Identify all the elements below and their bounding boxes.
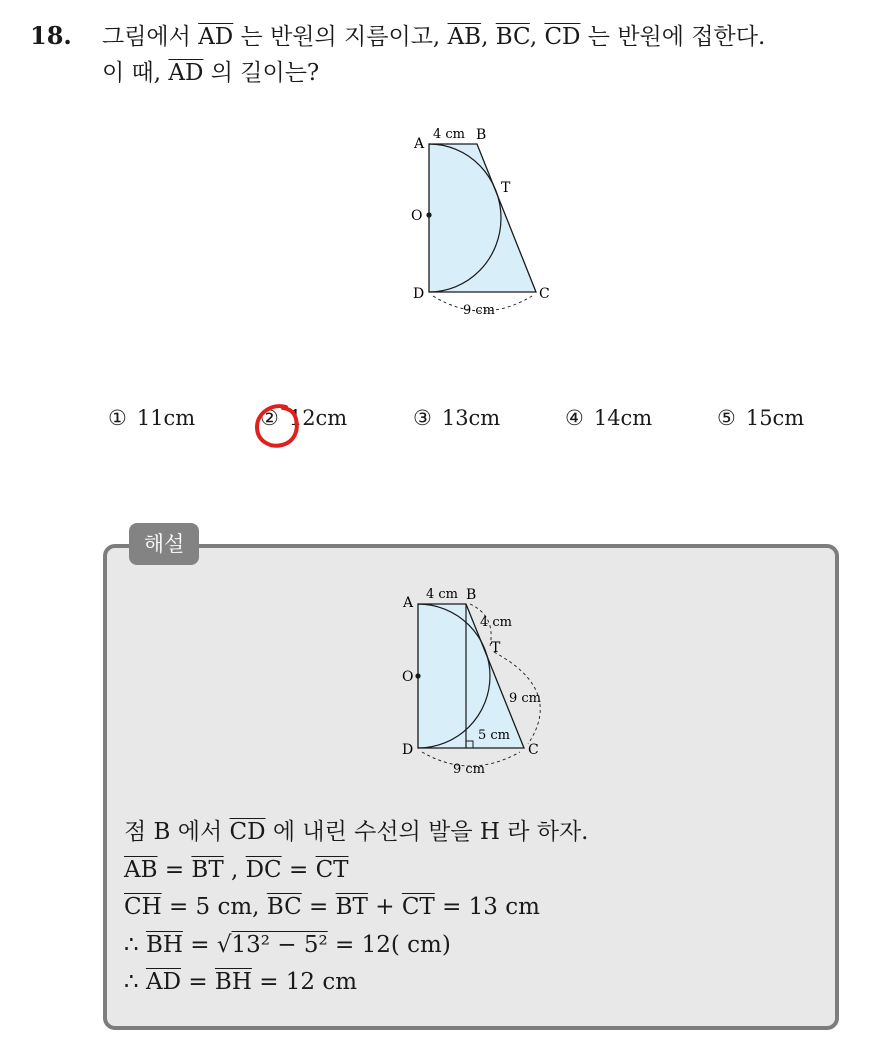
question-text: 이 때, (102, 60, 169, 86)
answer-choices (108, 406, 848, 446)
choice-text: 15cm (745, 406, 805, 430)
eq-part: $\overline{DC}$ (245, 856, 282, 883)
eq-part: = (182, 931, 217, 958)
segment-ab: $\overline{AB}$ (447, 24, 482, 50)
eq-part: = (157, 856, 192, 883)
label-t: T (501, 180, 511, 196)
eq-part: , (223, 856, 246, 883)
therefore-symbol: ∴ (124, 931, 146, 958)
comma: , (529, 24, 545, 50)
choice-text: 13cm (441, 406, 501, 430)
sqrt-radicand: 13² − 5² (231, 931, 328, 958)
question (30, 18, 870, 91)
eq-part: = (181, 969, 215, 995)
question-text: 는 반원의 지름이고, (233, 24, 448, 50)
choice-4[interactable] (565, 406, 652, 430)
choice-number: ① (108, 406, 127, 430)
eq-part: = (301, 894, 336, 920)
eq-part: $\overline{BC}$ (266, 894, 302, 920)
eq-part: $\overline{CT}$ (315, 856, 349, 883)
question-line-1 (30, 18, 870, 55)
label-o: O (402, 669, 414, 685)
length-dc: 9 cm (463, 303, 496, 318)
solution-line-5 (124, 964, 589, 1002)
choice-number: ③ (413, 406, 432, 430)
answer-circle-mark (252, 401, 302, 451)
label-b: B (476, 127, 487, 143)
label-a: A (414, 136, 425, 152)
comma: , (481, 24, 496, 50)
eq-part: $\overline{CH}$ (124, 894, 162, 920)
label-t: T (491, 640, 501, 656)
segment-ad: $\overline{AD}$ (168, 60, 204, 86)
solution-figure (396, 582, 556, 782)
eq-part: $\overline{AD}$ (145, 969, 182, 995)
label-b: B (466, 587, 477, 603)
question-number: 18. (30, 21, 72, 50)
solution-text-part: 점 B 에서 (124, 819, 230, 845)
choice-text: 14cm (593, 406, 653, 430)
eq-part: ∴ (124, 969, 146, 995)
segment-cd: $\overline{CD}$ (544, 24, 581, 50)
choice-text: 11cm (136, 406, 196, 430)
label-d: D (402, 742, 414, 758)
solution-text (124, 814, 589, 1002)
question-text: 는 반원에 접한다. (580, 24, 766, 50)
sqrt-symbol: √ (216, 931, 232, 958)
eq-part: $\overline{AB}$ (124, 856, 158, 883)
segment-ad: $\overline{AD}$ (198, 24, 234, 50)
label-c: C (539, 286, 550, 302)
length-ab: 4 cm (426, 587, 459, 602)
choice-text: 12cm (288, 406, 348, 430)
trapezoid-abcd (429, 144, 536, 292)
red-circle-stroke (257, 406, 297, 446)
segment-bh: $\overline{BH}$ (145, 931, 183, 958)
question-line-2 (30, 55, 870, 91)
eq-part: = 12 cm (251, 969, 358, 995)
question-figure (400, 120, 570, 320)
label-a: A (403, 595, 414, 611)
solution-line-2 (124, 852, 589, 890)
question-text: 의 길이는? (203, 60, 320, 86)
eq-part: $\overline{CT}$ (401, 894, 435, 920)
choice-number: ② (260, 406, 279, 430)
center-point-o (415, 673, 420, 678)
eq-part: = 5 cm, (161, 894, 267, 920)
choice-5[interactable] (717, 406, 804, 430)
length-ct: 9 cm (509, 691, 542, 706)
center-point-o (426, 212, 431, 217)
choice-number: ⑤ (717, 406, 736, 430)
eq-part: $\overline{BT}$ (335, 894, 368, 920)
solution-line-4 (124, 927, 589, 965)
choice-3[interactable] (413, 406, 500, 430)
segment-cd: $\overline{CD}$ (229, 819, 266, 845)
label-o: O (411, 208, 423, 224)
label-d: D (413, 286, 425, 302)
length-dc: 9 cm (453, 762, 486, 777)
label-c: C (528, 742, 539, 758)
eq-part: $\overline{BH}$ (214, 969, 252, 995)
length-bt: 4 cm (480, 615, 513, 630)
segment-bc: $\overline{BC}$ (495, 24, 530, 50)
solution-text-part: 에 내린 수선의 발을 H 라 하자. (265, 819, 589, 845)
eq-part: $\overline{BT}$ (191, 856, 224, 883)
question-text: 그림에서 (102, 24, 199, 50)
choice-1[interactable] (108, 406, 195, 430)
length-ab: 4 cm (433, 127, 466, 142)
eq-part: + (367, 894, 402, 920)
length-hc: 5 cm (478, 728, 511, 743)
choice-number: ④ (565, 406, 584, 430)
eq-part: = 12( cm) (327, 931, 451, 958)
solution-line-3 (124, 889, 589, 927)
eq-part: = (281, 856, 316, 883)
solution-line-1 (124, 814, 589, 852)
eq-part: = 13 cm (434, 894, 540, 920)
solution-tag: 해설 (129, 523, 199, 565)
